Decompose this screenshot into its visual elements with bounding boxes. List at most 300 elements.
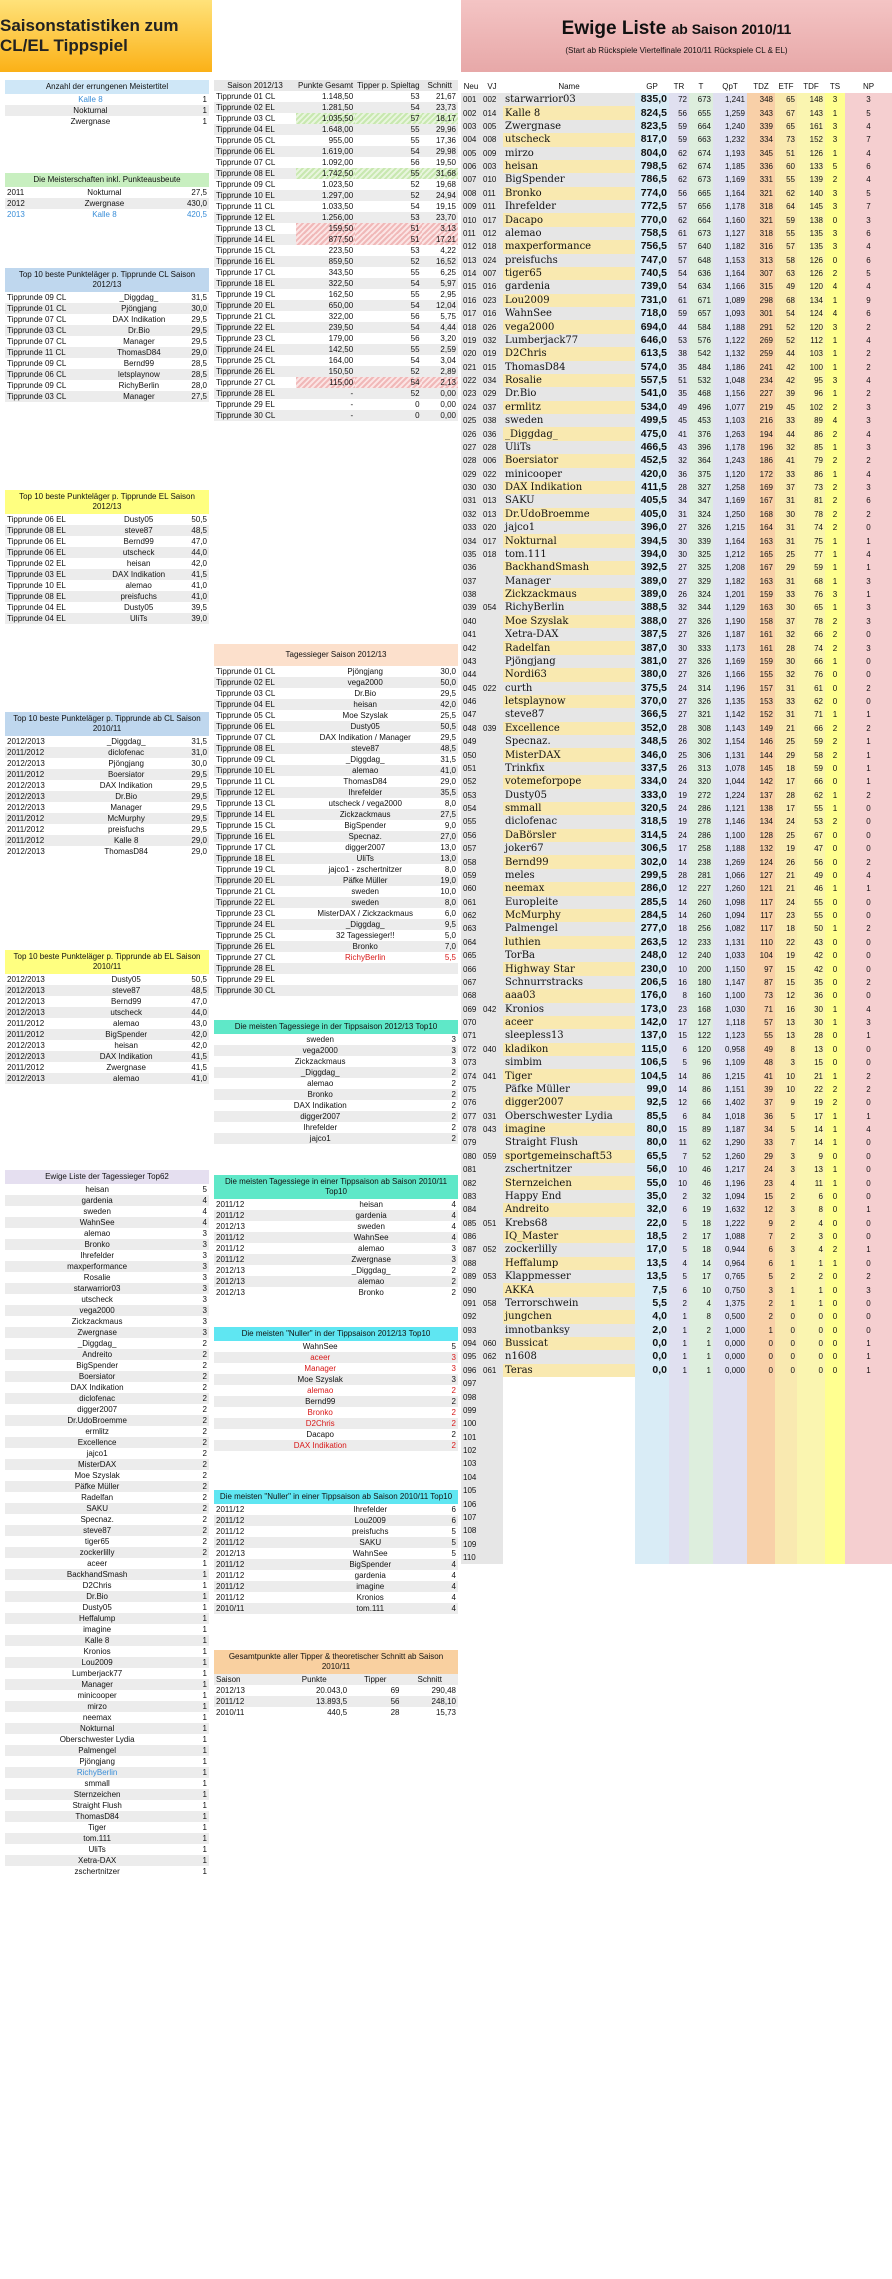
ts-value: [825, 1511, 845, 1524]
points-cell: 29,5: [191, 337, 207, 346]
player-name: utscheck: [503, 133, 635, 146]
name-cell: Sternzeichen: [73, 1790, 121, 1799]
player-name: Lumberjack77: [503, 334, 635, 347]
qpt-value: [713, 1457, 747, 1470]
qpt-value: 1,120: [713, 468, 747, 481]
qpt-value: 1,082: [713, 922, 747, 935]
count-cell: 3: [202, 1273, 207, 1282]
table-row: [214, 289, 458, 300]
table-row: [461, 775, 892, 788]
ts-value: 1: [825, 802, 845, 815]
t-value: 286: [689, 829, 713, 842]
gesamtpunkte: 0,0: [635, 1350, 669, 1363]
name-cell: heisan: [359, 1200, 383, 1209]
t-value: 2: [689, 1324, 713, 1337]
rank-vj: [481, 1056, 503, 1069]
name-cell: Radelfan: [81, 1493, 114, 1502]
table-row: [5, 1778, 209, 1789]
winner-cell: Dusty05: [350, 722, 380, 731]
ts-value: 2: [825, 735, 845, 748]
tdz-value: 331: [747, 173, 775, 186]
player-name: n1608: [503, 1350, 635, 1363]
rank-neu: 106: [461, 1497, 481, 1510]
qpt-value: 1,188: [713, 320, 747, 333]
value-cell: 4: [451, 1593, 456, 1602]
qpt-value: 0,000: [713, 1350, 747, 1363]
t-value: 325: [689, 548, 713, 561]
rank-neu: 107: [461, 1511, 481, 1524]
tdf-value: 14: [797, 1123, 825, 1136]
table-row: [461, 829, 892, 842]
table-row: [214, 1603, 458, 1614]
np-value: 3: [845, 481, 892, 494]
ts-value: 0: [825, 254, 845, 267]
round-cell: Tipprunde 14 EL: [216, 810, 275, 819]
gesamtpunkte: 394,0: [635, 548, 669, 561]
player-name: jajco1: [503, 521, 635, 534]
count-cell: 1: [202, 1636, 207, 1645]
tdz-value: 6: [747, 1257, 775, 1270]
tdz-value: 49: [747, 1043, 775, 1056]
t-value: 674: [689, 147, 713, 160]
gesamtpunkte: 80,0: [635, 1136, 669, 1149]
t-value: 313: [689, 762, 713, 775]
tr-value: 19: [669, 815, 689, 828]
etf-value: 23: [775, 909, 797, 922]
qpt-value: 1,033: [713, 949, 747, 962]
table-row: [5, 325, 209, 336]
points-cell: 20.043,0: [315, 1686, 348, 1695]
t-value: [689, 1377, 713, 1390]
round-cell: Tipprunde 15 CL: [216, 821, 276, 830]
table-row: [5, 514, 209, 525]
table-row: [214, 1045, 458, 1056]
table-row: [461, 869, 892, 882]
count-cell: 1: [202, 1834, 207, 1843]
points-cell: 159,50: [296, 223, 355, 234]
table-row: [461, 347, 892, 360]
tr-value: 41: [669, 427, 689, 440]
tr-value: 30: [669, 534, 689, 547]
tdz-value: 137: [747, 789, 775, 802]
round-cell: Tipprunde 26 EL: [216, 942, 275, 951]
np-value: 2: [845, 722, 892, 735]
qpt-value: [713, 1377, 747, 1390]
t-value: 168: [689, 1003, 713, 1016]
tdz-value: 9: [747, 1217, 775, 1230]
tdz-value: 23: [747, 1176, 775, 1189]
points-cell: 28,5: [191, 370, 207, 379]
rank-neu: 082: [461, 1176, 481, 1189]
rank-neu: 005: [461, 147, 481, 160]
count-cell: 3: [202, 1328, 207, 1337]
tdz-value: 134: [747, 815, 775, 828]
schnitt-cell: 12,04: [435, 301, 456, 310]
table-row: [5, 1800, 209, 1811]
gesamtpunkte: 115,0: [635, 1043, 669, 1056]
count-cell: 1: [202, 1702, 207, 1711]
rank-vj: 062: [481, 1350, 503, 1363]
tdf-value: 86: [797, 427, 825, 440]
tr-value: 57: [669, 240, 689, 253]
count-cell: 2: [451, 1090, 456, 1099]
t-value: 8: [689, 1310, 713, 1323]
table-row: [461, 1043, 892, 1056]
qpt-value: 1,143: [713, 722, 747, 735]
player-name: WahnSee: [503, 307, 635, 320]
tipper-cell: 53: [410, 246, 420, 255]
name-cell: ThomasD84: [104, 847, 148, 856]
tdz-value: 269: [747, 334, 775, 347]
tdz-value: 145: [747, 762, 775, 775]
name-cell: Kalle 8: [84, 1636, 110, 1645]
t-value: 484: [689, 361, 713, 374]
etf-value: 32: [775, 628, 797, 641]
table-row: [214, 820, 458, 831]
qpt-value: 1,044: [713, 775, 747, 788]
tdz-value: 194: [747, 427, 775, 440]
rank-vj: 040: [481, 1043, 503, 1056]
t-value: 634: [689, 280, 713, 293]
round-cell: Tipprunde 06 CL: [7, 370, 67, 379]
tr-value: 59: [669, 133, 689, 146]
qpt-value: 1,212: [713, 548, 747, 561]
table-row: [5, 1635, 209, 1646]
tdf-value: 135: [797, 227, 825, 240]
round-cell: 2011/2012: [7, 770, 45, 779]
count-cell: 4: [202, 1218, 207, 1227]
tdz-value: 291: [747, 320, 775, 333]
gesamtpunkte: 230,0: [635, 962, 669, 975]
season-cell: 2012/13: [216, 1266, 245, 1275]
table-row: [214, 377, 458, 388]
points-cell: 41,0: [191, 581, 207, 590]
points-cell: 50,5: [191, 975, 207, 984]
player-name: mirzo: [503, 147, 635, 160]
rank-vj: [481, 936, 503, 949]
tr-value: [669, 1457, 689, 1470]
player-name: Andreito: [503, 1203, 635, 1216]
player-name: BackhandSmash: [503, 561, 635, 574]
rank-vj: 024: [481, 254, 503, 267]
meisterschaften-table: [5, 187, 209, 220]
name-cell: utscheck: [81, 1295, 113, 1304]
rank-vj: 005: [481, 120, 503, 133]
player-name: letsplaynow: [503, 695, 635, 708]
points-cell: 29,5: [440, 733, 456, 742]
table-row: [5, 1073, 209, 1084]
name-cell: alemao: [307, 1386, 334, 1395]
round-cell: Tipprunde 06 EL: [216, 147, 275, 156]
table-row: [461, 615, 892, 628]
points-cell: 41,5: [191, 570, 207, 579]
etf-value: 3: [775, 1163, 797, 1176]
round-cell: Tipprunde 12 EL: [216, 788, 275, 797]
tdf-value: 55: [797, 909, 825, 922]
ts-value: 1: [825, 601, 845, 614]
value-cell: 4: [451, 1222, 456, 1231]
name-cell: Dr.Bio: [86, 1592, 109, 1601]
player-name: [503, 1551, 635, 1564]
rank-neu: 010: [461, 213, 481, 226]
etf-value: [775, 1417, 797, 1430]
player-name: diclofenac: [503, 815, 635, 828]
round-cell: Tipprunde 04 EL: [216, 700, 275, 709]
name-cell: steve87: [124, 526, 153, 535]
table-row: [214, 322, 458, 333]
rank-neu: 022: [461, 374, 481, 387]
etf-value: 1: [775, 1257, 797, 1270]
tdz-value: 313: [747, 254, 775, 267]
points-cell: 27,0: [440, 832, 456, 841]
round-cell: Tipprunde 10 EL: [216, 191, 275, 200]
name-cell: Dusty05: [82, 1603, 112, 1612]
rank-neu: 052: [461, 775, 481, 788]
winner-cell: Ihrefelder: [348, 788, 383, 797]
qpt-value: 1,186: [713, 361, 747, 374]
etf-value: 19: [775, 842, 797, 855]
etf-value: 28: [775, 789, 797, 802]
tr-value: 30: [669, 641, 689, 654]
meistertitel-table: [5, 94, 209, 127]
etf-value: 15: [775, 976, 797, 989]
table-row: [461, 882, 892, 895]
etf-value: 58: [775, 254, 797, 267]
etf-value: 52: [775, 334, 797, 347]
rank-neu: 091: [461, 1297, 481, 1310]
gesamtpunkte: 804,0: [635, 147, 669, 160]
rank-neu: 046: [461, 695, 481, 708]
table-row: [461, 641, 892, 654]
player-name: [503, 1377, 635, 1390]
table-row: [214, 842, 458, 853]
tdz-value: 196: [747, 441, 775, 454]
table-row: [461, 133, 892, 146]
tipper-cell: 53: [410, 213, 420, 222]
player-name: [503, 1457, 635, 1470]
tdz-value: 71: [747, 1003, 775, 1016]
count-cell: 2: [202, 1361, 207, 1370]
ts-value: 0: [825, 842, 845, 855]
gesamtpunkte: [635, 1404, 669, 1417]
table-row: [214, 1559, 458, 1570]
ewige-liste-title-bar: [461, 0, 892, 72]
table-row: [5, 1018, 209, 1029]
rank-neu: 067: [461, 976, 481, 989]
table-row: [461, 147, 892, 160]
tipper-cell: 53: [410, 92, 420, 101]
etf-value: 33: [775, 468, 797, 481]
tdz-value: 87: [747, 976, 775, 989]
col-name: Name: [503, 80, 635, 93]
tagessieger-table: [214, 666, 458, 996]
np-value: 6: [845, 254, 892, 267]
name-cell: minicooper: [77, 1691, 117, 1700]
top-el-table: [5, 514, 209, 624]
ts-value: 0: [825, 1364, 845, 1377]
ts-value: 2: [825, 481, 845, 494]
gesamtpunkte: 375,5: [635, 682, 669, 695]
points-cell: 8,0: [444, 898, 456, 907]
rank-vj: [481, 909, 503, 922]
tdz-value: 169: [747, 481, 775, 494]
round-cell: Tipprunde 08 EL: [7, 592, 66, 601]
rank-neu: 003: [461, 120, 481, 133]
gesamt-col-schnitt: Schnitt: [401, 1674, 458, 1685]
table-row: [461, 106, 892, 119]
ts-value: 1: [825, 361, 845, 374]
ts-value: 3: [825, 187, 845, 200]
rank-neu: 047: [461, 708, 481, 721]
tdz-value: 159: [747, 588, 775, 601]
np-value: 4: [845, 374, 892, 387]
gesamtpunkte: 104,5: [635, 1069, 669, 1082]
table-row: [5, 1283, 209, 1294]
tr-value: 2: [669, 1230, 689, 1243]
table-row: [461, 1110, 892, 1123]
table-row: [5, 292, 209, 303]
table-row: [214, 886, 458, 897]
ts-value: 0: [825, 775, 845, 788]
tdf-value: 68: [797, 575, 825, 588]
rank-neu: 053: [461, 789, 481, 802]
tr-value: 34: [669, 494, 689, 507]
ts-value: 0: [825, 1190, 845, 1203]
rank-neu: 026: [461, 427, 481, 440]
player-name: minicooper: [503, 468, 635, 481]
tr-value: 27: [669, 575, 689, 588]
table-row: [461, 1217, 892, 1230]
ts-value: [825, 1404, 845, 1417]
ts-value: 1: [825, 548, 845, 561]
np-value: 0: [845, 1257, 892, 1270]
gesamtpunkte: 381,0: [635, 655, 669, 668]
gesamtpunkte: 142,0: [635, 1016, 669, 1029]
table-row: [214, 952, 458, 963]
ts-value: 0: [825, 1270, 845, 1283]
np-value: 0: [845, 909, 892, 922]
table-row: [214, 267, 458, 278]
table-row: [214, 201, 458, 212]
points-cell: 39,0: [191, 614, 207, 623]
ts-value: 2: [825, 615, 845, 628]
tr-value: 27: [669, 655, 689, 668]
season-cell: 2011/12: [216, 1211, 245, 1220]
table-row: [214, 410, 458, 421]
t-value: [689, 1431, 713, 1444]
winner-cell: steve87: [351, 744, 380, 753]
points-cell: 47,0: [191, 997, 207, 1006]
etf-value: 3: [775, 1243, 797, 1256]
qpt-value: 1,118: [713, 1016, 747, 1029]
tdz-value: 1: [747, 1324, 775, 1337]
points-cell: 29,5: [191, 770, 207, 779]
tr-value: 59: [669, 307, 689, 320]
name-cell: Zwergnase: [70, 117, 111, 126]
table-row: [461, 1404, 892, 1417]
player-name: maxperformance: [503, 240, 635, 253]
tdz-value: 298: [747, 294, 775, 307]
tipper-cell: 55: [355, 168, 421, 179]
player-name: heisan: [503, 160, 635, 173]
gesamtpunkte: [635, 1377, 669, 1390]
etf-value: 17: [775, 775, 797, 788]
table-row: [5, 1668, 209, 1679]
ts-value: 1: [825, 1257, 845, 1270]
player-name: [503, 1444, 635, 1457]
player-name: sweden: [503, 414, 635, 427]
table-row: [214, 1111, 458, 1122]
tr-value: 62: [669, 160, 689, 173]
table-row: [214, 864, 458, 875]
name-cell: Zwergnase: [77, 1328, 117, 1337]
table-row: [461, 1163, 892, 1176]
count-cell: 1: [202, 1845, 207, 1854]
tdz-value: 2: [747, 1310, 775, 1323]
rank-vj: [481, 1230, 503, 1243]
points-cell: 223,50: [328, 246, 354, 255]
table-row: [5, 1316, 209, 1327]
season-cell: 2012: [7, 199, 25, 208]
ts-value: 1: [825, 708, 845, 721]
t-value: [689, 1390, 713, 1403]
round-cell: Tipprunde 24 EL: [216, 920, 275, 929]
t-value: 584: [689, 320, 713, 333]
etf-value: 21: [775, 722, 797, 735]
player-name: Nokturnal: [503, 534, 635, 547]
table-row: [214, 1526, 458, 1537]
rounds-col-schnitt: Schnitt: [422, 80, 458, 91]
tdf-value: 71: [797, 708, 825, 721]
schnitt-cell: 18,17: [422, 113, 458, 124]
ewige-liste-header-row: [461, 80, 892, 93]
gesamtpunkte: 99,0: [635, 1083, 669, 1096]
rank-neu: 079: [461, 1136, 481, 1149]
count-cell: 1: [202, 117, 207, 126]
tipper-cell: 52: [410, 367, 420, 376]
np-value: 1: [845, 1337, 892, 1350]
tdf-value: 135: [797, 240, 825, 253]
ewige-tagessieger-table: [5, 1184, 209, 1877]
qpt-value: [713, 1390, 747, 1403]
qpt-value: 1,241: [713, 93, 747, 106]
tdf-value: 21: [797, 1069, 825, 1082]
table-row: [5, 613, 209, 624]
col-gp: GP: [635, 80, 669, 93]
ts-value: 5: [825, 160, 845, 173]
round-cell: Tipprunde 01 CL: [216, 92, 276, 101]
ts-value: 3: [825, 200, 845, 213]
player-name: Rosalie: [503, 374, 635, 387]
np-value: 5: [845, 267, 892, 280]
name-cell: Dr.Bio: [127, 326, 150, 335]
etf-value: [775, 1390, 797, 1403]
np-value: 2: [845, 976, 892, 989]
np-value: 2: [845, 320, 892, 333]
tr-value: 16: [669, 976, 689, 989]
rank-neu: 013: [461, 254, 481, 267]
tdf-value: 74: [797, 521, 825, 534]
table-row: [5, 1470, 209, 1481]
rank-vj: 030: [481, 481, 503, 494]
name-cell: Palmengel: [78, 1746, 117, 1755]
rank-vj: 008: [481, 133, 503, 146]
round-cell: Tipprunde 25 CL: [216, 931, 276, 940]
tipper-cell: 54: [355, 377, 421, 388]
rank-vj: 006: [481, 454, 503, 467]
top-el-header: Top 10 beste Punkteläger p. Tipprunde EL Saison 2012/13: [5, 490, 209, 514]
name-cell: Zwergnase: [84, 199, 125, 208]
